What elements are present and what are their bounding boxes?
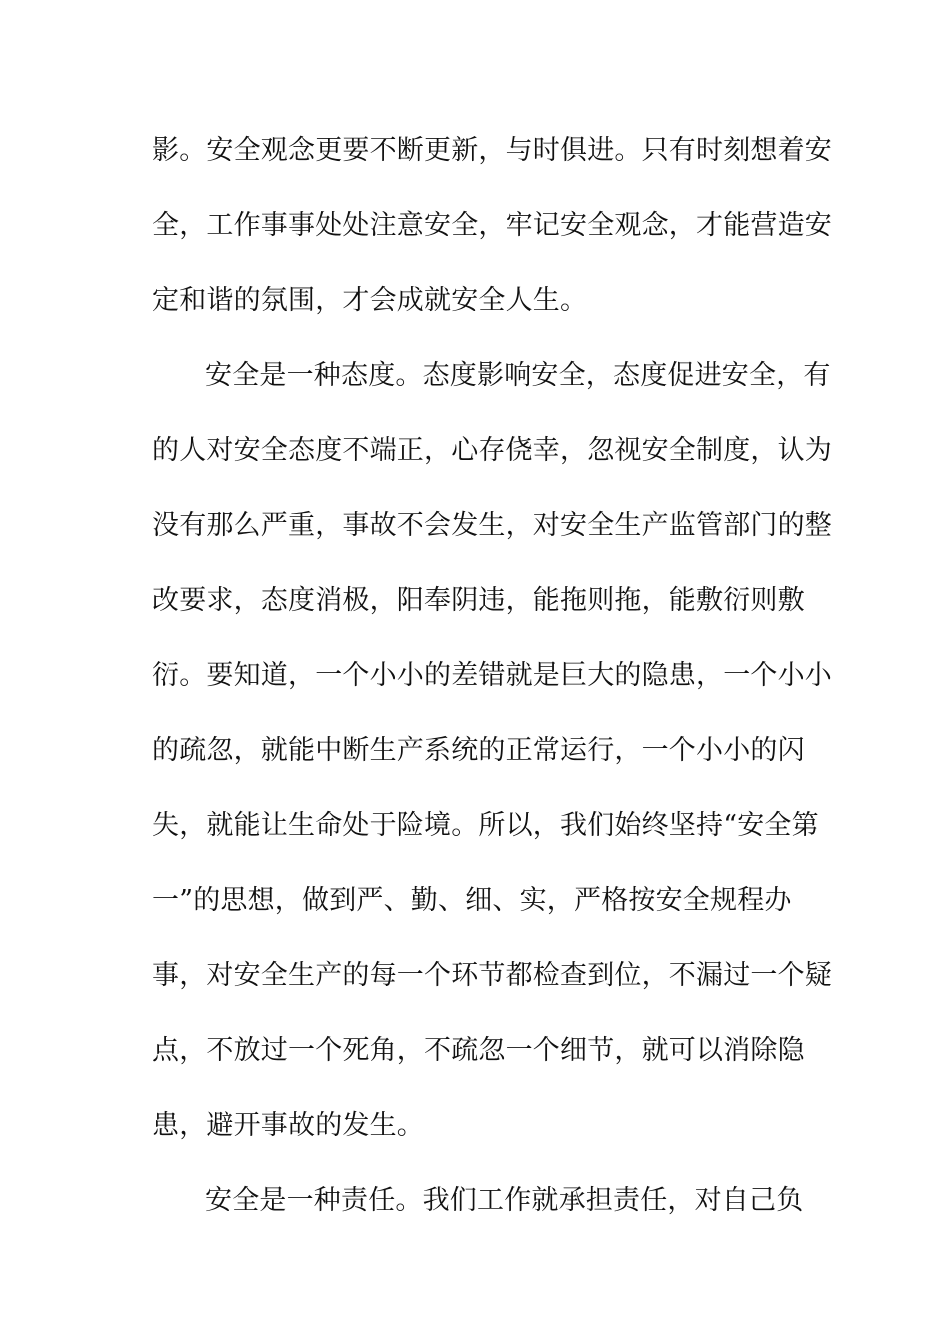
text-line: 改要求，态度消极，阳奉阴违，能拖则拖，能敷衍则敷 bbox=[152, 585, 805, 616]
text-line: 事，对安全生产的每一个环节都检查到位，不漏过一个疑 bbox=[152, 960, 832, 991]
paragraph-first-line: 安全是一种责任。我们工作就承担责任，对自己负 bbox=[205, 1185, 804, 1216]
text-line: 定和谐的氛围，才会成就安全人生。 bbox=[152, 285, 588, 316]
text-line: 的疏忽，就能中断生产系统的正常运行，一个小小的闪 bbox=[152, 735, 805, 766]
text-line: 点，不放过一个死角，不疏忽一个细节，就可以消除隐 bbox=[152, 1035, 805, 1066]
text-line: 失，就能让生命处于险境。所以，我们始终坚持“安全第 bbox=[152, 810, 819, 841]
text-line: 没有那么严重，事故不会发生，对安全生产监管部门的整 bbox=[152, 510, 832, 541]
text-line: 影。安全观念更要不断更新，与时俱进。只有时刻想着安 bbox=[152, 135, 832, 166]
text-line: 患，避开事故的发生。 bbox=[152, 1110, 424, 1141]
text-line: 一”的思想，做到严、勤、细、实，严格按安全规程办 bbox=[152, 885, 792, 916]
text-line: 衍。要知道，一个小小的差错就是巨大的隐患，一个小小 bbox=[152, 660, 832, 691]
paragraph-first-line: 安全是一种态度。态度影响安全，态度促进安全，有 bbox=[205, 360, 831, 391]
text-line: 全，工作事事处处注意安全，牢记安全观念，才能营造安 bbox=[152, 210, 832, 241]
text-line: 的人对安全态度不端正，心存侥幸，忽视安全制度，认为 bbox=[152, 435, 832, 466]
